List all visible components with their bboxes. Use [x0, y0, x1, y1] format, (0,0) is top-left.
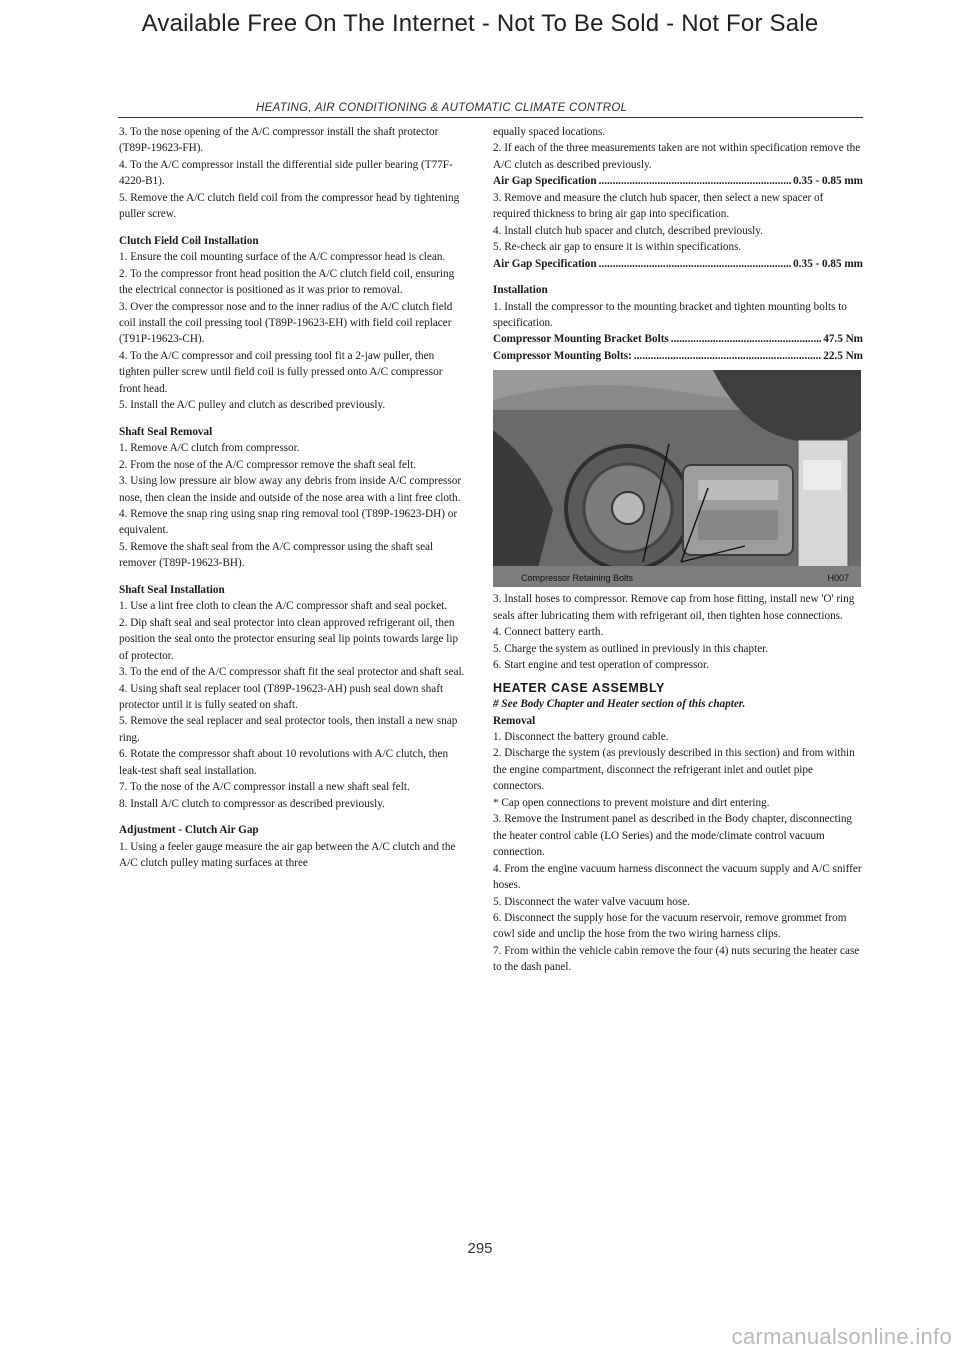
spec-value: 0.35 - 0.85 mm: [793, 175, 863, 188]
spec-air-gap: [493, 256, 863, 272]
paragraph: 1. Using a feeler gauge measure the air gap between the A/C clutch and the A/C clutch pulley mating surfaces at three: [119, 840, 456, 870]
paragraph: 4. Using shaft seal replacer tool (T89P-19623-AH) push seal down shaft protector until it is fully seated on shaft.: [119, 682, 444, 711]
photo-code: H007: [827, 573, 849, 584]
paragraph: 1. Disconnect the battery ground cable.: [493, 730, 669, 743]
paragraph: 3. Install hoses to compressor. Remove cap from hose fitting, install new 'O' ring seals after lubricating them with refrigerant oil, then tighten hose connections.: [493, 593, 855, 622]
paragraph: 3. To the nose opening of the A/C compressor install the shaft protector (T89P-19623-FH).: [119, 126, 439, 155]
heading-installation: Installation: [493, 284, 548, 297]
header-rule: [118, 117, 863, 118]
paragraph: 7. To the nose of the A/C compressor install a new shaft seal felt.: [119, 781, 410, 794]
heading-shaft-seal-removal: Shaft Seal Removal: [119, 425, 213, 438]
paragraph: 5. Remove the seal replacer and seal protector tools, then install a new snap ring.: [119, 715, 458, 744]
paragraph: 5. Charge the system as outlined in previously in this chapter.: [493, 642, 769, 655]
compressor-illustration: [493, 370, 861, 587]
paragraph: 2. If each of the three measurements taken are not within specification remove the A/C clutch as described previously.: [493, 142, 861, 171]
spec-value: 0.35 - 0.85 mm: [793, 257, 863, 270]
spec-label: Air Gap Specification: [493, 175, 597, 188]
spec-mounting-bolts: [493, 348, 863, 364]
section-title-heater-case-assembly: HEATER CASE ASSEMBLY: [493, 680, 665, 695]
page-number: 295: [467, 1240, 493, 1257]
running-head: HEATING, AIR CONDITIONING & AUTOMATIC CLIMATE CONTROL: [256, 102, 628, 114]
paragraph: 6. Start engine and test operation of compressor.: [493, 659, 709, 672]
paragraph: 6. Disconnect the supply hose for the vacuum reservoir, remove grommet from cowl side and unclip the hose from the two wiring harness clips.: [493, 911, 847, 941]
photo-caption: Compressor Retaining Bolts: [521, 573, 634, 584]
paragraph: 1. Install the compressor to the mounting bracket and tighten mounting bolts to specification.: [493, 300, 847, 329]
spec-label: Compressor Mounting Bolts:: [493, 349, 632, 362]
distribution-banner: Available Free On The Internet - Not To Be Sold - Not For Sale: [141, 10, 819, 37]
paragraph: 3. Using low pressure air blow away any debris from inside A/C compressor nose, then clean the inside and outside of the nose area with a lint free cloth.: [119, 475, 462, 504]
spec-air-gap: [493, 173, 863, 189]
heading-shaft-seal-installation: Shaft Seal Installation: [119, 583, 225, 596]
paragraph: 3. Remove and measure the clutch hub spacer, then select a new spacer of required thickness to bring air gap into specification.: [493, 191, 824, 221]
cross-reference-note: # See Body Chapter and Heater section of this chapter.: [493, 698, 746, 711]
spec-value: 47.5 Nm: [823, 333, 863, 346]
paragraph: 3. Over the compressor nose and to the inner radius of the A/C clutch field coil install the coil pressing tool (T89P-19623-EH) with field coil replacer (T91P-19623-CH).: [119, 300, 453, 346]
paragraph: 1. Use a lint free cloth to clean the A/C compressor shaft and seal pocket.: [119, 600, 448, 613]
heading-adjustment-clutch-air-gap: Adjustment - Clutch Air Gap: [119, 824, 259, 837]
paragraph: 8. Install A/C clutch to compressor as described previously.: [119, 797, 385, 810]
spec-value: 22.5 Nm: [823, 349, 863, 362]
heading-clutch-field-coil-installation: Clutch Field Coil Installation: [119, 234, 259, 247]
paragraph: 5. Re-check air gap to ensure it is within specifications.: [493, 241, 742, 254]
paragraph: 4. To the A/C compressor install the differential side puller bearing (T77F-4220-B1).: [119, 158, 453, 188]
paragraph: 7. From within the vehicle cabin remove the four (4) nuts securing the heater case to the dash panel.: [493, 944, 860, 974]
paragraph: 2. From the nose of the A/C compressor remove the shaft seal felt.: [119, 458, 417, 471]
paragraph: 5. Remove the shaft seal from the A/C compressor using the shaft seal remover (T89P-19623-BH).: [119, 540, 434, 570]
right-column: [493, 124, 863, 976]
paragraph: 5. Remove the A/C clutch field coil from the compressor head by tightening puller screw.: [119, 191, 460, 221]
paragraph: 4. Remove the snap ring using snap ring removal tool (T89P-19623-DH) or equivalent.: [119, 507, 458, 537]
paragraph: 3. Remove the Instrument panel as described in the Body chapter, disconnecting the heater control cable (LO Series) and the mode/climate control vacuum connection.: [493, 813, 853, 859]
heading-removal: Removal: [493, 714, 536, 727]
paragraph: * Cap open connections to prevent moisture and dirt entering.: [493, 796, 770, 809]
paragraph: 5. Install the A/C pulley and clutch as described previously.: [119, 399, 386, 412]
paragraph: 4. From the engine vacuum harness disconnect the vacuum supply and A/C sniffer hoses.: [493, 862, 862, 892]
paragraph: 2. Dip shaft seal and seal protector into clean approved refrigerant oil, then position the seal onto the protector ensuring seal lip points towards large lip of protector.: [119, 616, 459, 662]
paragraph: 2. Discharge the system (as previously described in this section) and from within the engine compartment, disconnect the refrigerant inlet and outlet pipe connectors.: [493, 747, 855, 793]
spec-label: Air Gap Specification: [493, 257, 597, 270]
spec-label: Compressor Mounting Bracket Bolts: [493, 333, 669, 346]
paragraph: 4. To the A/C compressor and coil pressing tool fit a 2-jaw puller, then tighten puller screw until field coil is fully pressed onto A/C compressor front head.: [119, 349, 443, 395]
paragraph: 2. To the compressor front head position the A/C clutch field coil, ensuring the electrical connector is positioned as it was prior to removal.: [119, 267, 455, 297]
paragraph: 5. Disconnect the water valve vacuum hose.: [493, 895, 690, 908]
paragraph: equally spaced locations.: [493, 126, 606, 138]
paragraph: 6. Rotate the compressor shaft about 10 revolutions with A/C clutch, then leak-test shaft seal installation.: [119, 748, 449, 777]
paragraph: 3. To the end of the A/C compressor shaft fit the seal protector and shaft seal.: [119, 666, 465, 679]
paragraph: 4. Install clutch hub spacer and clutch, described previously.: [493, 224, 763, 237]
left-column: [119, 124, 466, 871]
paragraph: 4. Connect battery earth.: [493, 626, 604, 639]
compressor-photo: [493, 370, 861, 587]
site-watermark: carmanualsonline.info: [731, 1324, 952, 1349]
paragraph: 1. Remove A/C clutch from compressor.: [119, 442, 300, 455]
paragraph: 1. Ensure the coil mounting surface of the A/C compressor head is clean.: [119, 251, 446, 264]
spec-bracket-bolts: [493, 331, 863, 347]
